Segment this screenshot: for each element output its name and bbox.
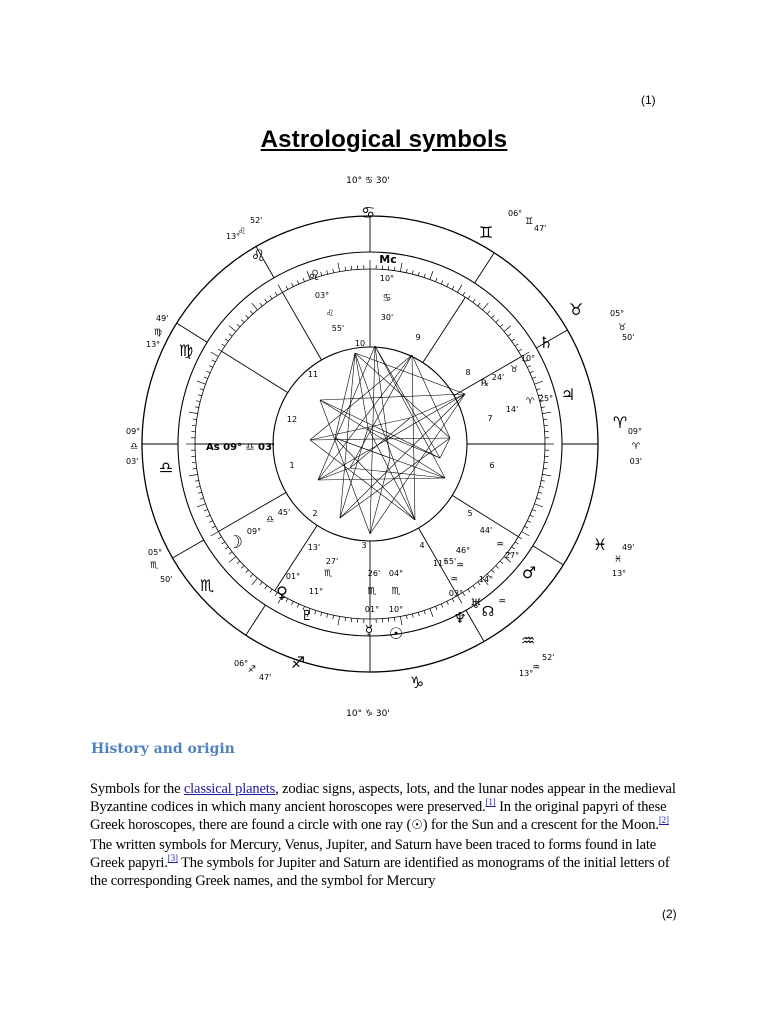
degree-tick [542, 412, 551, 414]
degree-tick [525, 526, 529, 528]
sign-divider-line [246, 605, 266, 635]
degree-tick [468, 296, 470, 299]
degree-tick [246, 570, 249, 573]
degree-tick [292, 601, 294, 605]
moon-libra-icon: ♎ [265, 515, 275, 525]
degree-tick [534, 381, 542, 384]
degree-tick [275, 292, 277, 295]
sign-divider-line [475, 253, 495, 283]
degree-tick [400, 263, 402, 272]
degree-tick [452, 286, 454, 290]
degree-tick [327, 614, 328, 618]
degree-tick [193, 419, 197, 420]
sign-gemini-icon: ♊ [478, 223, 494, 242]
degree-tick [430, 271, 433, 279]
degree-tick [518, 349, 521, 351]
degree-tick [473, 299, 475, 302]
cusp-aries-minutes: 03' [629, 457, 642, 466]
degree-tick [536, 389, 540, 390]
degree-tick [345, 617, 346, 621]
degree-tick [321, 612, 322, 616]
degree-tick [522, 532, 530, 537]
body-paragraph [90, 780, 680, 890]
degree-tick [418, 612, 419, 616]
degree-tick [418, 272, 419, 276]
saturn-icon: ♄ [538, 333, 554, 352]
aspect-line [335, 353, 355, 438]
mars-deg-a: 46° [455, 546, 471, 555]
degree-tick [441, 280, 443, 284]
classical-planets-link[interactable]: classical planets [183, 781, 276, 797]
cusp-virgo-degrees: 13° [146, 340, 161, 349]
degree-tick [406, 269, 407, 273]
degree-tick [441, 604, 443, 608]
leo-inner-deg: 03° [314, 291, 330, 300]
neptune-min: 55' [443, 557, 457, 566]
cusp-scorpio-minutes: 50' [160, 575, 173, 584]
degree-tick [198, 492, 202, 493]
mc-cusp-label: 10° ♋ 30' [346, 176, 390, 186]
degree-tick [543, 468, 547, 469]
cusp-gemini-minutes: 47' [534, 224, 547, 233]
leo-inner-icon: ♌ [307, 268, 321, 284]
sign-divider-line [533, 546, 564, 565]
cusp-aqua-sign-icon: ♒ [532, 663, 541, 673]
degree-tick [532, 377, 536, 378]
cusp-sag-sign-icon: ♐ [248, 665, 257, 675]
degree-tick [345, 267, 346, 271]
degree-tick [204, 377, 208, 378]
house-number: 12 [286, 415, 298, 424]
degree-tick [196, 486, 200, 487]
neptune-aqua-icon: ♒ [449, 575, 459, 585]
moon-icon: ☽ [226, 532, 244, 553]
degree-tick [241, 566, 244, 569]
sign-pisces-icon: ♓ [592, 535, 608, 554]
sign-virgo-icon: ♍ [178, 341, 194, 360]
neptune-icon: ♆ [453, 609, 467, 627]
degree-tick [270, 589, 272, 592]
degree-tick [512, 547, 515, 549]
sign-capricorn-icon: ♑ [409, 673, 425, 692]
house-number: 4 [419, 541, 425, 550]
degree-tick [189, 474, 198, 476]
body-text-1: Symbols for the [90, 781, 184, 797]
degree-tick [478, 303, 480, 306]
degree-tick [338, 263, 340, 272]
cusp-pisces-degrees: 13° [612, 569, 627, 578]
degree-tick [492, 570, 495, 573]
uranus-icon: ♅ [470, 597, 482, 612]
degree-tick [541, 407, 545, 408]
mercury-scorpio-icon-b: ♏ [391, 586, 401, 597]
degree-tick [534, 504, 542, 507]
cusp-leo-sign-icon: ♌ [238, 227, 247, 237]
aspect-line [320, 394, 465, 400]
aspect-line [320, 400, 445, 478]
house-number: 10 [354, 339, 366, 348]
house-number: 3 [361, 541, 367, 550]
degree-tick [530, 515, 534, 517]
jupiter-deg: 25° [538, 394, 554, 403]
degree-tick [540, 486, 544, 487]
house-cusp-line [423, 297, 465, 362]
degree-tick [530, 371, 534, 373]
mercury-deg-b: 01° [364, 605, 380, 614]
degree-tick [260, 303, 262, 306]
degree-tick [430, 608, 433, 616]
mercury-scorpio-icon-a: ♏ [367, 586, 377, 597]
degree-tick [333, 269, 334, 273]
venus-deg-b: 11° [308, 587, 324, 596]
mars-deg-b: 27° [504, 551, 520, 560]
body-text-3: In the original papyri of these Greek horoscopes, there are found a circle with one ray ( [90, 799, 667, 834]
degree-tick [512, 339, 515, 341]
cusp-gemini-sign-icon: ♊ [525, 217, 534, 227]
degree-tick [327, 270, 328, 274]
degree-tick [212, 526, 216, 528]
body-text-4: ) for the Sun and a crescent for the Moon. [422, 817, 659, 834]
cusp-scorpio-degrees: 05° [148, 548, 163, 557]
page-title: Astrological symbols [260, 126, 508, 153]
page-number-top: (1) [641, 93, 656, 107]
degree-tick [196, 401, 200, 402]
retrograde-icon: ℞ [480, 379, 490, 389]
house-cusp-line [222, 351, 288, 392]
degree-tick [496, 320, 499, 323]
degree-tick [189, 412, 198, 414]
sign-aries-icon: ♈ [612, 413, 628, 432]
saturn-deg: 10° [520, 354, 536, 363]
aspect-line [370, 458, 390, 534]
aspect-line [368, 428, 440, 458]
degree-tick [536, 498, 540, 499]
degree-tick [260, 582, 262, 585]
cusp-leo-degrees: 13° [226, 232, 241, 241]
degree-tick [222, 344, 225, 346]
saturn-min: 24' [491, 373, 505, 382]
house-number: 6 [489, 461, 495, 470]
degree-tick [209, 521, 213, 523]
degree-tick [394, 267, 395, 271]
degree-tick [250, 311, 253, 314]
degree-tick [278, 285, 283, 293]
aspect-line [412, 355, 415, 520]
cusp-taurus-sign-icon: ♉ [618, 323, 627, 333]
house-number: 8 [465, 368, 471, 377]
jupiter-icon: ♃ [560, 385, 576, 404]
house-cusp-line [454, 357, 522, 396]
aspect-line [307, 355, 412, 440]
cusp-aqua-degrees: 13° [519, 669, 534, 678]
sign-divider-line [173, 540, 204, 558]
aspect-line [350, 355, 412, 468]
cusp-pisces-minutes: 49' [622, 543, 635, 552]
cusp-aqua-minutes: 52' [542, 653, 555, 662]
mc-deg-label: 10° [379, 274, 395, 283]
degree-tick [543, 419, 547, 420]
cusp-libra-minutes: 03' [126, 457, 139, 466]
sign-aquarius-icon: ♒ [520, 631, 536, 650]
degree-tick [468, 589, 470, 592]
neptune-deg-b: 03° [448, 589, 464, 598]
body-text-2: , zodiac signs, aspects, lots, and the lunar nodes appear in the medieval Byzantine codices in which many ancient horoscopes were preserved. [90, 781, 676, 816]
aspect-line [335, 438, 390, 458]
reference-2-link[interactable]: [2] [658, 815, 669, 826]
moon-deg: 09° [246, 527, 262, 536]
saturn-taurus-icon: ♉ [509, 365, 519, 375]
north-node-icon: ☊ [481, 604, 495, 620]
degree-tick [412, 270, 413, 274]
mercury-min: 26' [367, 569, 381, 578]
jupiter-aries-icon: ♈ [525, 397, 535, 407]
degree-tick [542, 474, 551, 476]
sun-icon: ☉ [388, 624, 404, 643]
degree-tick [518, 537, 521, 539]
cusp-aries-sign-icon: ♈ [631, 442, 640, 452]
section-heading: History and origin [91, 741, 235, 757]
house-number: 2 [312, 509, 318, 518]
mars-icon: ♂ [521, 563, 537, 582]
page-number-bottom: (2) [662, 907, 677, 921]
degree-tick [241, 320, 244, 323]
house-number: 9 [415, 333, 421, 342]
aspect-line [355, 353, 368, 428]
sign-cancer-icon: ♋ [360, 203, 376, 222]
degree-tick [406, 615, 407, 619]
degree-tick [515, 344, 518, 346]
reference-3-link[interactable]: [3] [167, 852, 178, 863]
venus-scorpio-icon: ♏ [323, 569, 333, 579]
mars-aqua-icon: ♒ [495, 540, 505, 550]
degree-tick [237, 561, 240, 564]
mars-min: 44' [479, 526, 493, 535]
degree-tick [193, 468, 197, 469]
degree-tick [246, 315, 249, 318]
sign-leo-icon: ♌ [250, 246, 266, 265]
degree-tick [292, 283, 294, 287]
degree-tick [452, 599, 454, 603]
venus-min-a: 13' [307, 543, 321, 552]
degree-tick [229, 326, 236, 332]
aspect-line [320, 400, 440, 458]
body-text-5: The written symbols for Mercury, Venus, Jupiter, and Saturn have been traced to forms found in late Greek papyri. [90, 836, 657, 871]
mc-label: Mc [379, 253, 397, 266]
degree-tick [527, 521, 531, 523]
degree-tick [222, 542, 225, 544]
neptune-deg: 11° [432, 559, 448, 568]
aspect-line [318, 355, 412, 480]
degree-tick [412, 614, 413, 618]
degree-tick [436, 606, 437, 610]
degree-tick [297, 280, 299, 284]
venus-deg-a: 01° [285, 572, 301, 581]
degree-tick [195, 480, 199, 481]
venus-min-b: 27' [325, 557, 339, 566]
venus-icon: ♀ [276, 583, 288, 602]
cusp-aries-degrees: 09° [627, 427, 642, 436]
cusp-taurus-degrees: 05° [610, 309, 625, 318]
neptune-deg-c: 14° [478, 575, 494, 584]
cusp-sag-degrees: 06° [234, 659, 249, 668]
degree-tick [211, 532, 219, 537]
degree-tick [198, 395, 202, 396]
aspect-line [412, 355, 450, 438]
degree-tick [458, 285, 463, 293]
degree-tick [303, 278, 304, 282]
degree-tick [500, 561, 503, 564]
degree-tick [206, 515, 210, 517]
moon-min: 45' [277, 508, 291, 517]
cusp-pisces-sign-icon: ♓ [614, 555, 623, 565]
neptune-aqua-icon-b: ♒ [455, 561, 465, 571]
cusp-virgo-minutes: 49' [156, 314, 169, 323]
sign-scorpio-icon: ♏ [199, 576, 215, 595]
degree-tick [424, 610, 425, 614]
degree-tick [252, 303, 258, 310]
degree-tick [315, 610, 316, 614]
cusp-sag-minutes: 47' [259, 673, 272, 682]
degree-tick [527, 366, 531, 368]
house-cusp-line [218, 493, 286, 532]
degree-tick [447, 283, 449, 287]
astrological-chart [110, 168, 642, 720]
degree-tick [200, 389, 204, 390]
body-text-6: The symbols for Jupiter and Saturn are identified as monograms of the initial letters of the corresponding Greek names, and the symbol for Mercury [90, 854, 670, 890]
degree-tick [487, 311, 490, 314]
aspect-line [310, 418, 410, 440]
jupiter-min: 14' [505, 405, 519, 414]
degree-tick [297, 604, 299, 608]
degree-tick [212, 360, 216, 362]
degree-tick [532, 510, 536, 511]
pluto-icon: ♇ [300, 608, 314, 624]
degree-tick [265, 299, 267, 302]
degree-tick [424, 274, 425, 278]
degree-tick [206, 371, 210, 373]
degree-tick [515, 542, 518, 544]
degree-tick [265, 586, 267, 589]
degree-tick [197, 381, 205, 384]
reference-1-link[interactable]: [1] [485, 797, 496, 808]
house-number: 7 [487, 414, 493, 423]
degree-tick [211, 352, 219, 357]
leo-inner-min: 55' [331, 324, 345, 333]
cusp-virgo-sign-icon: ♍ [154, 328, 163, 338]
house-number: 1 [289, 461, 295, 470]
degree-tick [333, 615, 334, 619]
degree-tick [195, 407, 199, 408]
degree-tick [252, 578, 258, 585]
ic-cusp-label: 10° ♑ 30' [346, 709, 390, 719]
aspect-line [335, 438, 415, 520]
sign-taurus-icon: ♉ [568, 300, 584, 319]
aspect-line [440, 438, 450, 458]
ascendant-label: As 09° ♎ 03' [206, 442, 275, 453]
mc-cancer-icon: ♋ [382, 293, 392, 304]
nep-aqua-small-icon: ♒ [497, 597, 507, 607]
degree-tick [447, 601, 449, 605]
degree-tick [204, 510, 208, 511]
cusp-leo-minutes: 52' [250, 216, 263, 225]
sign-sagittarius-icon: ♐ [290, 653, 306, 672]
degree-tick [496, 566, 499, 569]
leo-inner-sign-icon: ♌ [325, 309, 335, 319]
cusp-taurus-minutes: 50' [622, 333, 635, 342]
degree-tick [200, 498, 204, 499]
mercury-deg-c: 10° [388, 605, 404, 614]
degree-tick [270, 296, 272, 299]
degree-tick [218, 349, 221, 351]
degree-tick [237, 324, 240, 327]
mercury-deg: 04° [388, 569, 404, 578]
mc-min-label: 30' [380, 313, 394, 322]
degree-tick [463, 292, 465, 295]
sun-symbol-icon: ☉ [411, 818, 423, 834]
degree-tick [492, 315, 495, 318]
degree-tick [286, 286, 288, 290]
degree-tick [229, 556, 236, 562]
aspect-line [355, 353, 415, 520]
degree-tick [321, 272, 322, 276]
degree-tick [482, 303, 488, 310]
degree-tick [394, 617, 395, 621]
degree-tick [218, 537, 221, 539]
degree-tick [538, 492, 542, 493]
degree-tick [209, 366, 213, 368]
degree-tick [541, 480, 545, 481]
degree-tick [473, 586, 475, 589]
house-number: 5 [467, 509, 473, 518]
sign-libra-icon: ♎ [158, 458, 174, 477]
degree-tick [338, 616, 340, 625]
degree-tick [197, 504, 205, 507]
house-cusp-line [283, 292, 322, 360]
cusp-scorpio-sign-icon: ♏ [150, 561, 159, 571]
cusp-libra-degrees: 09° [126, 427, 141, 436]
sign-divider-line [177, 323, 208, 342]
house-number: 11 [307, 370, 319, 379]
degree-tick [225, 339, 228, 341]
degree-tick [250, 574, 253, 577]
degree-tick [504, 326, 511, 332]
degree-tick [436, 278, 437, 282]
degree-tick [229, 334, 232, 336]
degree-tick [508, 334, 511, 336]
aspect-line [318, 478, 445, 480]
degree-tick [500, 324, 503, 327]
cusp-libra-sign-icon: ♎ [130, 442, 139, 452]
mercury-icon: ☿ [364, 623, 374, 639]
cusp-gemini-degrees: 06° [508, 209, 523, 218]
